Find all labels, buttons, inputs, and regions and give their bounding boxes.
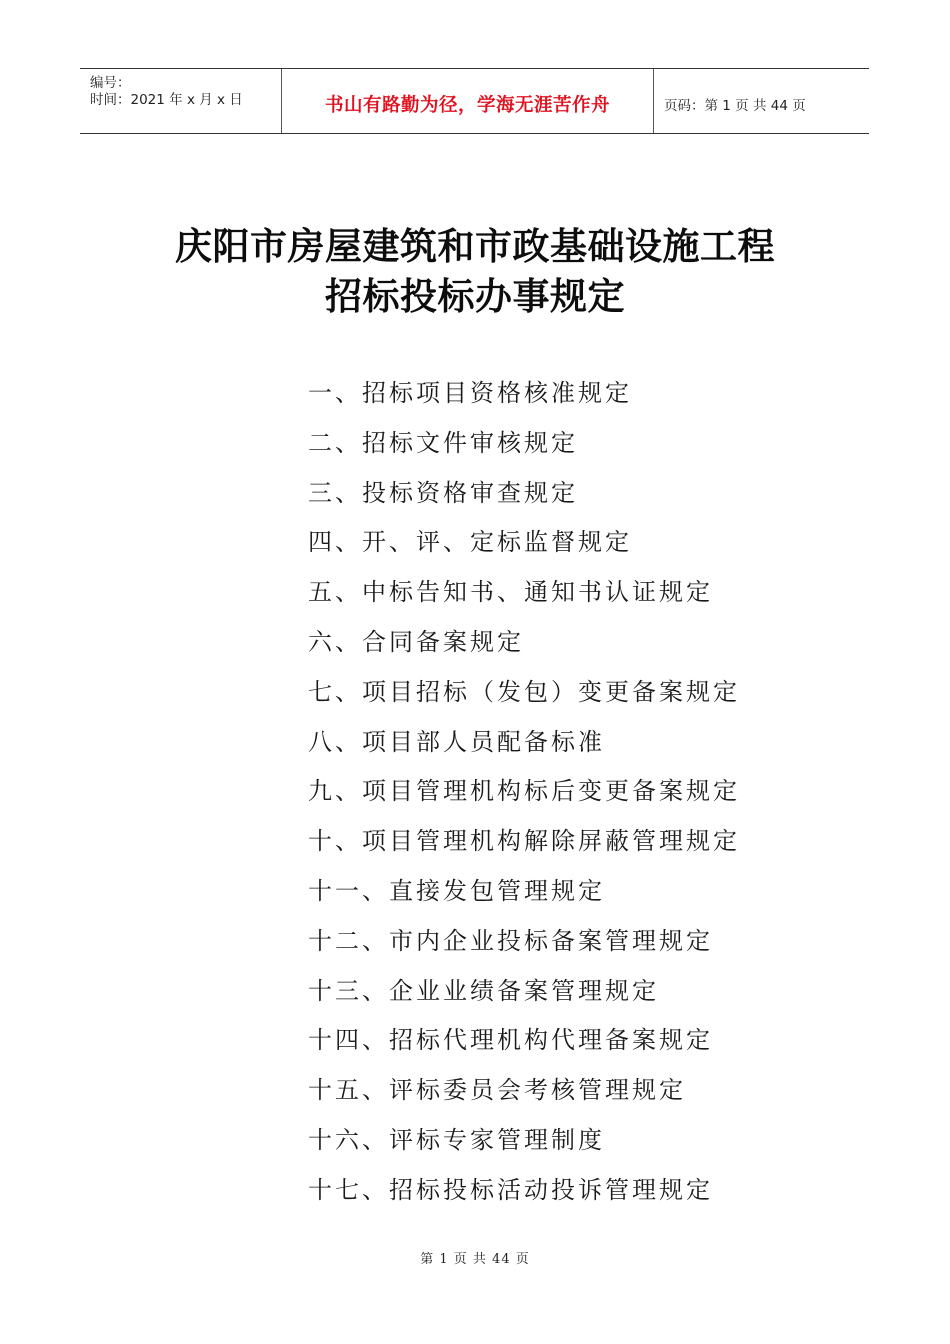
- toc-item: 十二、市内企业投标备案管理规定: [308, 926, 713, 955]
- toc-item: 十六、评标专家管理制度: [308, 1125, 605, 1154]
- toc-item: 十七、招标投标活动投诉管理规定: [308, 1175, 713, 1204]
- title-line-1: 庆阳市房屋建筑和市政基础设施工程: [175, 225, 775, 268]
- toc-item: 四、开、评、定标监督规定: [308, 528, 632, 557]
- motto-text: 书山有路勤为径，学海无涯苦作舟: [324, 95, 610, 116]
- page-header: [80, 68, 869, 134]
- toc-item: 十三、企业业绩备案管理规定: [308, 976, 659, 1005]
- toc-item: 十、项目管理机构解除屏蔽管理规定: [308, 827, 740, 856]
- toc-item: 十一、直接发包管理规定: [308, 876, 605, 905]
- footer-page-number: 第 1 页 共 44 页: [420, 1252, 530, 1267]
- toc-item: 十五、评标委员会考核管理规定: [308, 1076, 686, 1105]
- header-meta-cell: [80, 69, 281, 133]
- code-label: 编号：: [90, 75, 131, 91]
- document-title: [0, 222, 950, 322]
- table-of-contents: [308, 375, 740, 1222]
- page-footer: [0, 1248, 950, 1267]
- toc-item: 八、项目部人员配备标准: [308, 727, 605, 756]
- toc-item: 一、招标项目资格核准规定: [308, 379, 632, 407]
- toc-item: 三、投标资格审查规定: [308, 478, 578, 507]
- header-page-cell: [654, 69, 869, 133]
- toc-item: 九、项目管理机构标后变更备案规定: [308, 777, 740, 806]
- toc-item: 六、合同备案规定: [308, 627, 524, 656]
- page-info: 页码：第 1 页 共 44 页: [664, 98, 806, 114]
- toc-item: 二、招标文件审核规定: [308, 428, 578, 457]
- time-line: 时间：2021 年 x 月 x 日: [90, 92, 243, 108]
- header-motto-cell: [281, 69, 654, 133]
- title-line-2: 招标投标办事规定: [325, 275, 625, 318]
- toc-item: 十四、招标代理机构代理备案规定: [308, 1026, 713, 1055]
- toc-item: 五、中标告知书、通知书认证规定: [308, 578, 713, 607]
- toc-item: 七、项目招标（发包）变更备案规定: [308, 677, 740, 706]
